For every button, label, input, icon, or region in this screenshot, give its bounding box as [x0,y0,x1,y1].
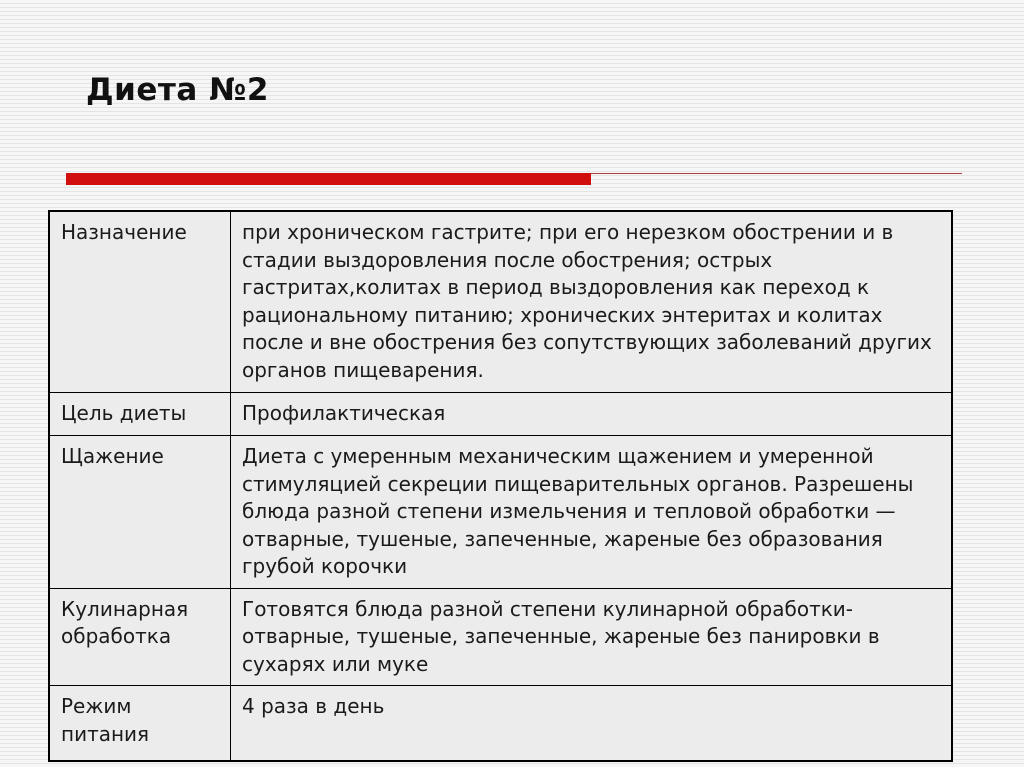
table-row-regime [49,686,952,762]
title-underline-bar [66,173,591,185]
row-label: Режим питания [49,686,231,762]
row-value: при хроническом гастрите; при его нерезком обострении и в стадии выздоровления после обострения; острых гастритах,колитах в период выздоровления как переход к рациональному питанию; хронических энтеритах и колитах после и вне обострения без сопутствующих заболеваний других органов пищеварения. [231,211,953,393]
row-value: Диета с умеренным механическим щажением и умеренной стимуляцией секреции пищеварительных органов. Разрешены блюда разной степени измельчения и тепловой обработки — отварные, тушеные, запеченные, жареные без образования грубой корочки [231,436,953,589]
table-row-goal [49,393,952,436]
slide-title: Диета №2 [86,72,269,108]
table-row-cooking [49,588,952,686]
table-row-purpose [49,211,952,393]
row-value: Профилактическая [231,393,953,436]
title-underline-thin [590,173,962,174]
row-label: Цель диеты [49,393,231,436]
table-row-sparing [49,436,952,589]
diet-table [48,210,953,762]
row-value: Готовятся блюда разной степени кулинарной обработки- отварные, тушеные, запеченные, жареные без панировки в сухарях или муке [231,588,953,686]
row-label: Кулинарная обработка [49,588,231,686]
row-label: Назначение [49,211,231,393]
row-label: Щажение [49,436,231,589]
row-value: 4 раза в день [231,686,953,762]
